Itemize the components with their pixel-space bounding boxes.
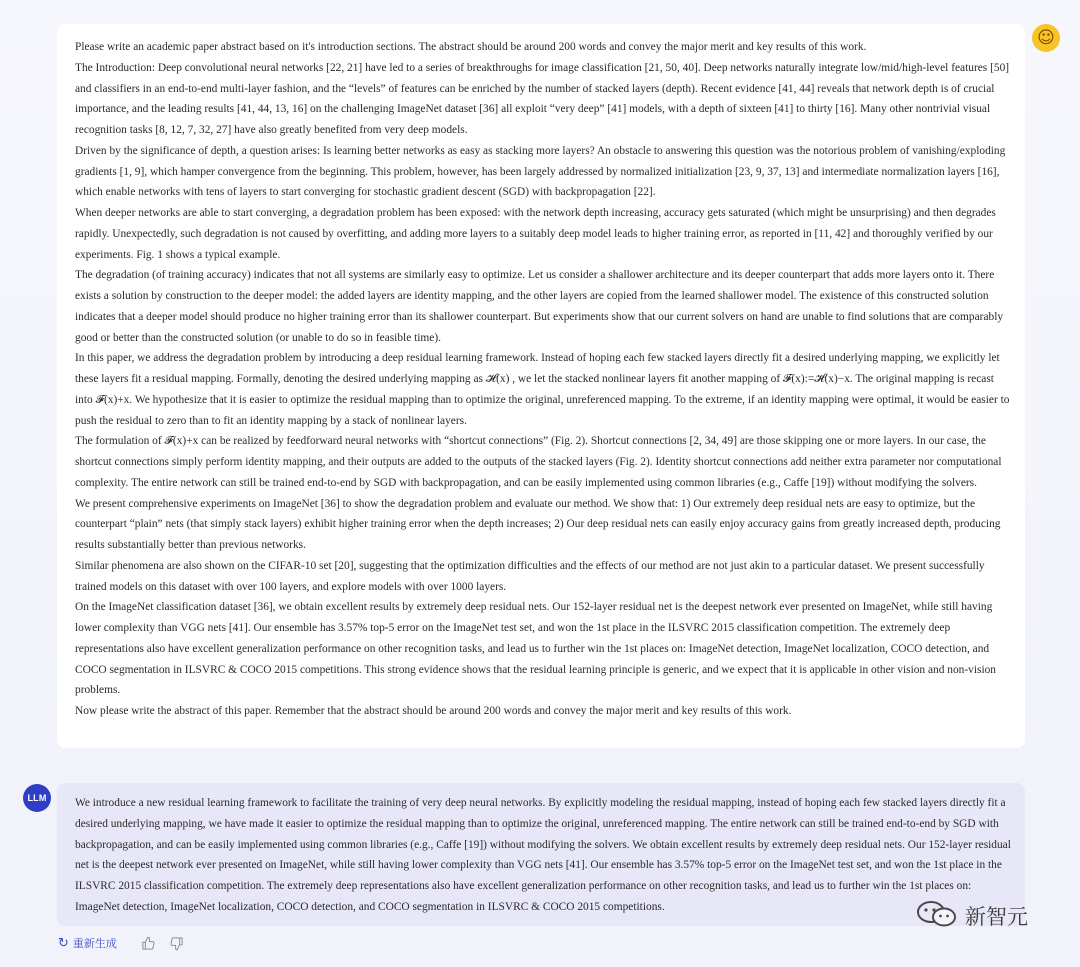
user-paragraph: On the ImageNet classification dataset [36], we obtain excellent results by extremely deep residual nets. Our 152-layer residual net is the deepest network ever presented on ImageNet, while still having lower complexity than VGG nets [41]. Our ensemble has 3.57% top-5 error on the ImageNet test set, and won the 1st place in the ILSVRC 2015 classification competition. The extremely deep representations also have excellent generalization performance on other recognition tasks, and lead us to further win the 1st places on: ImageNet detection, ImageNet localization, COCO detection, and COCO segmentation in ILSVRC & COCO 2015 competitions. This strong evidence shows that the residual learning principle is generic, and we expect that it is applicable in other vision and non-vision problems.	[75, 601, 997, 697]
llm-response-text	[75, 793, 1012, 918]
llm-response-card	[57, 783, 1025, 926]
user-paragraph: When deeper networks are able to start converging, a degradation problem has been exposed: with the network depth increasing, accuracy gets saturated (which might be unsurprising) and then degrades rapidly. Unexpectedly, such degradation is not caused by overfitting, and adding more layers to a suitably deep model leads to higher training error, as reported in [11, 42] and thoroughly verified by our experiments. Fig. 1 shows a typical example.	[75, 207, 996, 261]
smiley-icon: ☺	[1037, 27, 1055, 48]
user-paragraph: Similar phenomena are also shown on the CIFAR-10 set [20], suggesting that the optimization difficulties and the effects of our method are not just akin to a particular dataset. We present successfully trained models on this dataset with over 100 layers, and explore models with over 1000 layers.	[75, 559, 985, 593]
thumbs-up-icon	[141, 936, 156, 951]
watermark	[915, 898, 1028, 934]
regenerate-button[interactable]	[58, 935, 117, 951]
thumbs-up-button[interactable]	[141, 935, 157, 951]
user-paragraph: We present comprehensive experiments on ImageNet [36] to show the degradation problem and evaluate our method. We show that: 1) Our extremely deep residual nets are easy to optimize, but the counterpart “plain” nets (that simply stack layers) exhibit higher training error when the depth increases; 2) Our deep residual nets can easily enjoy accuracy gains from greatly increased depth, producing results substantially better than previous networks.	[75, 497, 1001, 551]
thumbs-down-icon	[169, 936, 184, 951]
user-paragraph: The formulation of 𝓕(x)+x can be realized by feedforward neural networks with “shortcut connections” (Fig. 2). Shortcut connections [2, 34, 49] are those skipping one or more layers. In our case, the shortcut connections simply perform identity mapping, and their outputs are added to the outputs of the stacked layers (Fig. 2). Identity shortcut connections add neither extra parameter nor computational complexity. The entire network can still be trained end-to-end by SGD with backpropagation, and can be easily implemented using common libraries (e.g., Caffe [19]) without modifying the solvers.	[75, 435, 1002, 489]
user-avatar	[1032, 24, 1060, 52]
thumbs-down-button[interactable]	[169, 935, 185, 951]
llm-paragraph: We introduce a new residual learning framework to facilitate the training of very deep neural networks. By explicitly modeling the residual mapping, instead of hoping each few stacked layers directly fit a desired underlying mapping, we have made it easier to optimize the residual mapping than to optimize the original, unreferenced mapping. The entire network can still be trained end-to-end by SGD with backpropagation, and can be easily implemented using common libraries (e.g., Caffe [19]) without modifying the solvers. We obtain excellent results by extremely deep residual nets. Our 152-layer residual net is the deepest network ever presented on ImageNet, while still having lower complexity than VGG nets [41]. Our ensemble has 3.57% top-5 error on the ImageNet test set, and won the 1st place in the ILSVRC 2015 classification competition. The extremely deep representations also have excellent generalization performance on other recognition tasks, and lead us to further win the 1st places on: ImageNet detection, ImageNet localization, COCO detection, and COCO segmentation in ILSVRC & COCO 2015 competitions.	[75, 797, 1011, 913]
user-paragraph: The Introduction: Deep convolutional neural networks [22, 21] have led to a series of breakthroughs for image classification [21, 50, 40]. Deep networks naturally integrate low/mid/high-level features [50] and classifiers in an end-to-end multi-layer fashion, and the “levels” of features can be enriched by the number of stacked layers (depth). Recent evidence [41, 44] reveals that network depth is of crucial importance, and the leading results [41, 44, 13, 16] on the challenging ImageNet dataset [36] all exploit “very deep” [41] models, with a depth of sixteen [41] to thirty [16]. Many other nontrivial visual recognition tasks [8, 12, 7, 32, 27] have also greatly benefited from very deep models.	[75, 61, 1010, 136]
user-message-card	[57, 24, 1025, 748]
user-paragraph: The degradation (of training accuracy) indicates that not all systems are similarly easy to optimize. Let us consider a shallower architecture and its deeper counterpart that adds more layers onto it. There exists a solution by construction to the deeper model: the added layers are identity mapping, and the other layers are copied from the learned shallower model. The existence of this constructed solution indicates that a deeper model should produce no higher training error than its shallower counterpart. But experiments show that our current solvers on hand are unable to find solutions that are comparably good or better than the constructed solution (or unable to do so in feasible time).	[75, 269, 1004, 344]
response-actions	[58, 933, 185, 953]
user-message-text	[75, 37, 1012, 722]
wechat-logo-icon	[915, 899, 959, 934]
user-paragraph: Driven by the significance of depth, a question arises: Is learning better networks as easy as stacking more layers? An obstacle to answering this question was the notorious problem of vanishing/exploding gradients [1, 9], which hamper convergence from the beginning. This problem, however, has been largely addressed by normalized initialization [23, 9, 37, 13] and intermediate normalization layers [16], which enable networks with tens of layers to start converging for stochastic gradient descent (SGD) with backpropagation [22].	[75, 144, 1006, 199]
llm-avatar: LLM	[23, 784, 51, 812]
user-paragraph: Please write an academic paper abstract based on it's introduction sections. The abstract should be around 200 words and convey the major merit and key results of this work.	[75, 41, 867, 53]
user-paragraph: In this paper, we address the degradation problem by introducing a deep residual learning framework. Instead of hoping each few stacked layers directly fit a desired underlying mapping, we explicitly let these layers fit a residual mapping. Formally, denoting the desired underlying mapping as 𝓗(x) , we let the stacked nonlinear layers fit another mapping of 𝓕(x):=𝓗(x)−x. The original mapping is recast into 𝓕(x)+x. We hypothesize that it is easier to optimize the residual mapping than to optimize the original, unreferenced mapping. To the extreme, if an identity mapping were optimal, it would be easier to push the residual to zero than to fit an identity mapping by a stack of nonlinear layers.	[75, 352, 1010, 427]
user-paragraph: Now please write the abstract of this paper. Remember that the abstract should be around 200 words and convey the major merit and key results of this work.	[75, 705, 792, 717]
watermark-text: 新智元	[965, 905, 1028, 929]
refresh-icon: ↻	[58, 935, 69, 951]
regenerate-label: 重新生成	[72, 937, 117, 950]
